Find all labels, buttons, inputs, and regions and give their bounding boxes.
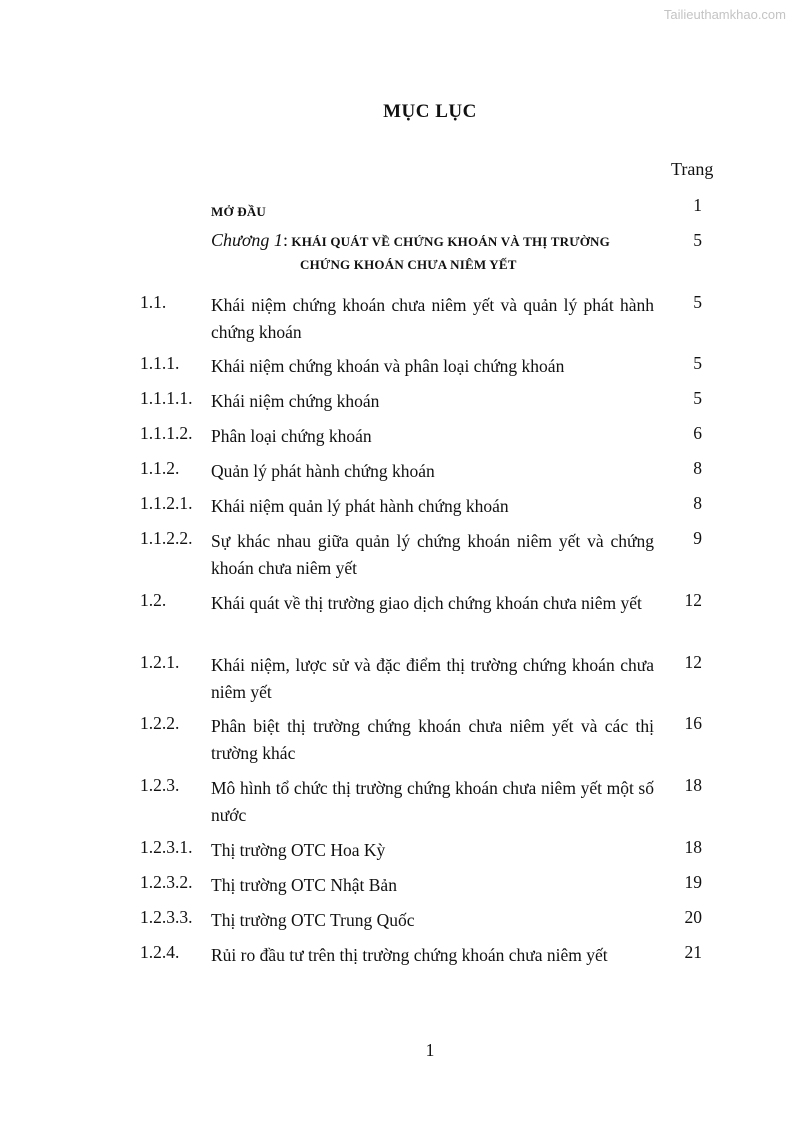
toc-entry-text: Khái niệm quản lý phát hành chứng khoán <box>211 496 509 516</box>
chapter-colon: : <box>282 230 288 250</box>
toc-entry-number: 1.1.2.1. <box>140 493 193 513</box>
toc-entry-number: 1.2.4. <box>140 942 180 962</box>
toc-page-number: 19 <box>684 872 702 892</box>
toc-entry-number: 1.1.1.1. <box>140 388 193 408</box>
toc-entry-text: Sự khác nhau giữa quản lý chứng khoán niêm yết và chứng khoán chưa niêm yết <box>211 531 654 578</box>
toc-entry-number: 1.2.3.3. <box>140 907 193 927</box>
toc-page-number: 18 <box>684 837 702 857</box>
toc-entry-text: Khái quát về thị trường giao dịch chứng khoán chưa niêm yết <box>211 593 642 613</box>
toc-entry-text: Thị trường OTC Nhật Bản <box>211 875 397 895</box>
toc-entry-number: 1.2.1. <box>140 652 180 672</box>
toc-page-number: 8 <box>693 493 702 513</box>
toc-page-number: 9 <box>693 528 702 548</box>
toc-entry-number: 1.2.2. <box>140 713 180 733</box>
toc-entry-text: Thị trường OTC Hoa Kỳ <box>211 840 386 860</box>
toc-page-number: 5 <box>693 353 702 373</box>
toc-entry-number: 1.1. <box>140 292 167 312</box>
toc-intro-label: MỞ ĐẦU <box>211 204 266 219</box>
toc-page-number: 12 <box>684 590 702 610</box>
footer-page-number: 1 <box>425 1040 435 1060</box>
toc-entry-text: Phân biệt thị trường chứng khoán chưa niêm yết và các thị trường khác <box>211 716 654 763</box>
watermark: Tailieuthamkhao.com <box>663 7 786 22</box>
toc-entry-number: 1.2.3. <box>140 775 180 795</box>
toc-entry-number: 1.1.1. <box>140 353 180 373</box>
toc-page-number: 6 <box>693 423 702 443</box>
chapter-prefix: Chương 1 <box>211 230 283 250</box>
toc-page-number: 1 <box>693 195 702 215</box>
toc-page-number: 5 <box>693 388 702 408</box>
toc-entry-number: 1.2. <box>140 590 167 610</box>
chapter-title-line1: KHÁI QUÁT VỀ CHỨNG KHOÁN VÀ THỊ TRƯỜNG <box>287 234 610 249</box>
toc-entry-text: Mô hình tổ chức thị trường chứng khoán chưa niêm yết một số nước <box>211 778 654 825</box>
toc-entry-text: Khái niệm chứng khoán và phân loại chứng khoán <box>211 356 565 376</box>
toc-page-number: 8 <box>693 458 702 478</box>
chapter-heading <box>211 230 610 251</box>
page-column-header: Trang <box>671 159 714 179</box>
toc-page-number: 20 <box>684 907 702 927</box>
toc-entry-number: 1.1.1.2. <box>140 423 193 443</box>
page-title: MỤC LỤC <box>383 101 477 122</box>
toc-page-number: 5 <box>693 292 702 312</box>
toc-page-number: 12 <box>684 652 702 672</box>
toc-entry-number: 1.2.3.2. <box>140 872 193 892</box>
toc-entry-number: 1.2.3.1. <box>140 837 193 857</box>
toc-entry-text: Khái niệm chứng khoán chưa niêm yết và quản lý phát hành chứng khoán <box>211 295 654 342</box>
toc-entry-number: 1.1.2. <box>140 458 180 478</box>
toc-page-number: 18 <box>684 775 702 795</box>
toc-page-number: 16 <box>684 713 702 733</box>
toc-entry-text: Phân loại chứng khoán <box>211 426 372 446</box>
toc-page-number: 21 <box>684 942 702 962</box>
toc-entry-text: Khái niệm chứng khoán <box>211 391 380 411</box>
toc-entry-text: Khái niệm, lược sử và đặc điểm thị trường chứng khoán chưa niêm yết <box>211 655 654 702</box>
toc-entry-number: 1.1.2.2. <box>140 528 193 548</box>
toc-entry-text: Thị trường OTC Trung Quốc <box>211 910 415 930</box>
toc-entry-text: Rủi ro đầu tư trên thị trường chứng khoán chưa niêm yết <box>211 945 608 965</box>
chapter-title-line2: CHỨNG KHOÁN CHƯA NIÊM YẾT <box>300 257 517 272</box>
toc-entry-text: Quản lý phát hành chứng khoán <box>211 461 435 481</box>
toc-page-number: 5 <box>693 230 702 250</box>
